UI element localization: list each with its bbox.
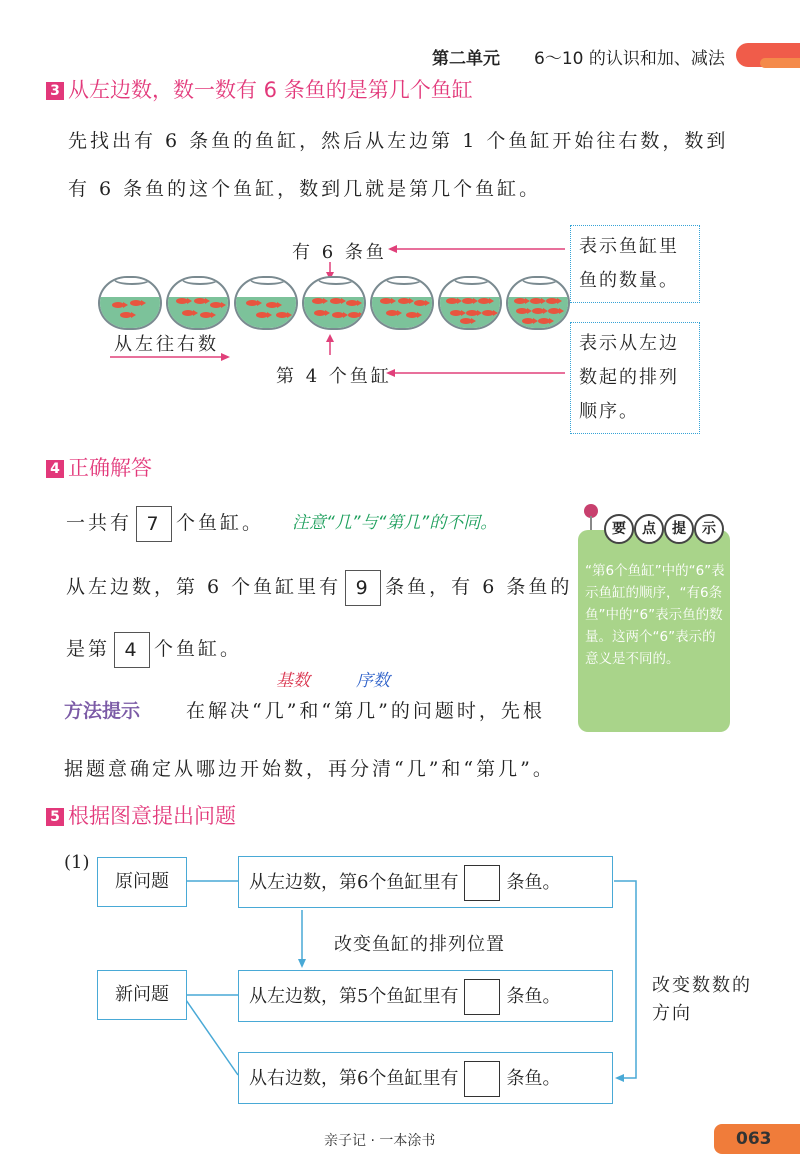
new-question-1-text: 从左边数，第5个鱼缸里有: [249, 986, 459, 1007]
tip-badge: 点: [634, 514, 664, 544]
section-4-number: 4: [46, 460, 64, 478]
page-number: 063: [714, 1124, 800, 1154]
change-direction-label: 改变数数的方向: [652, 975, 752, 1024]
question-suffix: 条鱼。: [506, 986, 561, 1007]
new-question-2: [238, 1052, 613, 1104]
blank-box[interactable]: [464, 979, 500, 1015]
section-4-title: 正确解答: [68, 456, 152, 480]
blank-box[interactable]: [464, 1061, 500, 1097]
label-six-fish: 有 6 条鱼: [292, 242, 387, 263]
section-5-title: 根据图意提出问题: [68, 804, 236, 828]
new-question-2-text: 从右边数，第6个鱼缸里有: [249, 1068, 459, 1089]
question-2-suffix: 条鱼，有 6 条鱼的: [385, 576, 573, 598]
footer-brand: 亲子记 · 一本涂书: [324, 1133, 436, 1149]
blank-box[interactable]: [464, 865, 500, 901]
question-1-prefix: 一共有: [66, 512, 133, 534]
note-fish-count: 表示鱼缸里鱼的数量。: [570, 225, 700, 303]
tip-badge: 要: [604, 514, 634, 544]
original-question-text: 从左边数，第6个鱼缸里有: [249, 872, 459, 893]
question-3-suffix: 个鱼缸。: [154, 638, 243, 660]
question-suffix: 条鱼。: [506, 1068, 561, 1089]
item-label: (1): [64, 852, 90, 873]
change-position-label: 改变鱼缸的排列位置: [334, 934, 505, 955]
new-question-label: 新问题: [97, 970, 187, 1020]
question-2-prefix: 从左边数，第 6 个鱼缸里有: [66, 576, 342, 598]
tip-badge: 示: [694, 514, 724, 544]
handwritten-xushu: 序数: [356, 671, 390, 691]
section-5-number: 5: [46, 808, 64, 826]
unit-title: 第二单元: [432, 49, 500, 69]
answer-box-1: 7: [136, 506, 172, 542]
question-3-prefix: 是第: [66, 638, 111, 660]
note-order: 表示从左边数起的排列顺序。: [570, 322, 700, 434]
handwritten-note: 注意“几”与“第几”的不同。: [292, 513, 498, 533]
method-text-2: 据题意确定从哪边开始数，再分清“几”和“第几”。: [64, 758, 555, 780]
label-fourth-bowl: 第 4 个鱼缸: [276, 366, 392, 387]
method-text-1: 在解决“几”和“第几”的问题时，先根: [186, 700, 545, 722]
answer-box-3: 4: [114, 632, 150, 668]
handwritten-jishu: 基数: [276, 671, 310, 691]
method-label: 方法提示: [64, 700, 141, 722]
label-left-to-right: 从左往右数: [114, 334, 219, 355]
section-3-line-1: 先找出有 6 条鱼的鱼缸，然后从左边第 1 个鱼缸开始往右数，数到: [68, 130, 729, 152]
section-3-line-2: 有 6 条鱼的这个鱼缸，数到几就是第几个鱼缸。: [68, 178, 542, 200]
tip-text: “第6个鱼缸”中的“6”表示鱼缸的顺序，“有6条鱼”中的“6”表示鱼的数量。这两个“6”表示的意义是不同的。: [585, 563, 725, 667]
tip-badge: 提: [664, 514, 694, 544]
new-question-1: [238, 970, 613, 1022]
section-3-number: 3: [46, 82, 64, 100]
answer-box-2: 9: [345, 570, 381, 606]
unit-topic: 6～10 的认识和加、减法: [534, 49, 725, 69]
original-question: [238, 856, 613, 908]
section-3-title: 从左边数，数一数有 6 条鱼的是第几个鱼缸: [68, 78, 473, 102]
question-1-suffix: 个鱼缸。: [176, 512, 265, 534]
question-suffix: 条鱼。: [506, 872, 561, 893]
original-question-label: 原问题: [97, 857, 187, 907]
